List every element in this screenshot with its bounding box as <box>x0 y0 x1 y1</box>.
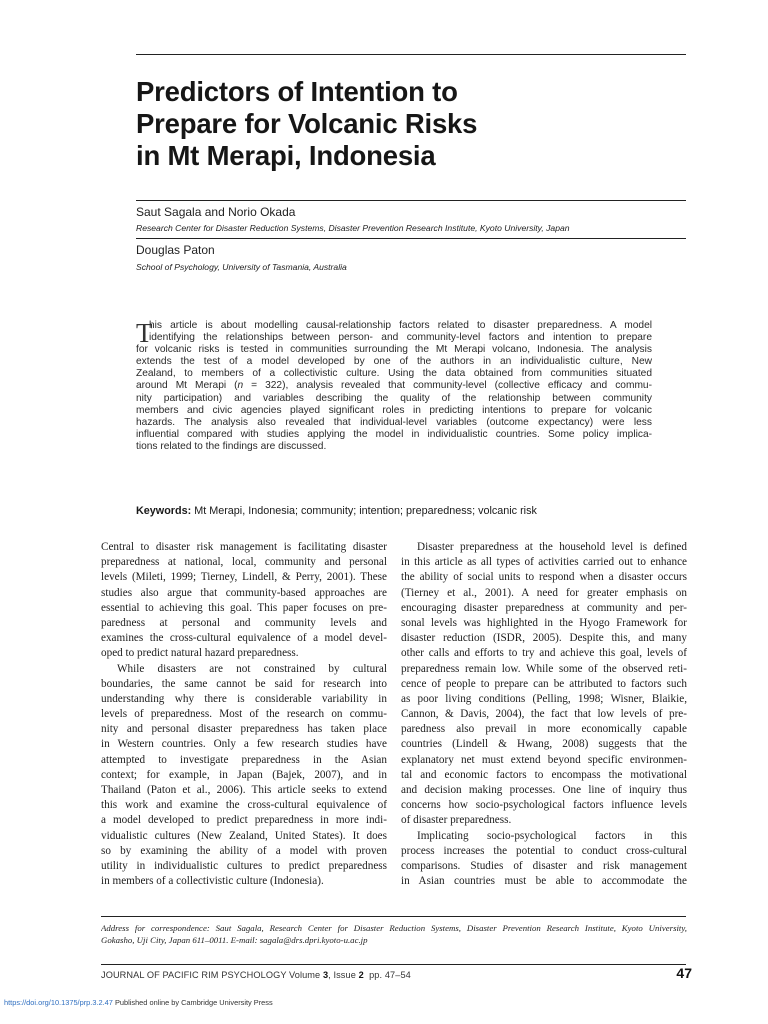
journal-name: JOURNAL OF PACIFIC RIM PSYCHOLOGY Volume <box>101 970 323 980</box>
author-names: Douglas Paton <box>136 243 215 257</box>
body-line: in Asian countries must be able to accommodate the <box>401 875 687 888</box>
journal-citation <box>101 970 411 980</box>
body-line: context; for example, in Japan (Bajek, 2007), and in <box>101 768 387 781</box>
body-line: preparedness at national, local, community and personal <box>101 556 387 569</box>
body-line: other calls and efforts to try and achieve this goal, levels of <box>401 647 687 660</box>
body-line: Central to disaster risk management is facilitating disaster <box>101 541 387 553</box>
body-line: encouraging disaster preparedness at community and per- <box>401 601 687 614</box>
body-line: paredness at personal and community levels and <box>101 616 387 629</box>
body-line: in Western countries. Only a few research studies have <box>101 738 387 751</box>
doi-line <box>4 998 273 1007</box>
abstract <box>136 320 652 453</box>
body-line: understanding why there is considerable variability in <box>101 692 387 705</box>
body-line: in this article as all types of activities carried out to enhance <box>401 556 687 569</box>
body-line: Disaster preparedness at the household level is defined <box>417 541 687 553</box>
body-line: attempted to investigate preparedness in the Asian <box>101 753 387 766</box>
body-line: in members of a collectivistic culture (Indonesia). <box>101 875 324 888</box>
abstract-line: influential compared with studies applying the model in individualistic countries. Some policy implica- <box>136 428 652 440</box>
top-rule <box>136 54 686 55</box>
body-line: and decision making processes. One line of inquiry thus <box>401 784 687 796</box>
title-line: Prepare for Volcanic Risks <box>136 108 478 139</box>
body-line: a model developed to predict preparedness in more indi- <box>101 814 387 827</box>
body-line: comparisons. Studies of disaster and risk management <box>401 859 687 872</box>
footnote-rule <box>101 916 686 917</box>
author-rule <box>136 238 686 239</box>
body-line: levels (Mileti, 1999; Tierney, Lindell, & Perry, 2001). These <box>101 571 387 584</box>
body-line: of disaster preparedness. <box>401 814 512 827</box>
body-line: concerns how socio-psychological factors influence levels <box>401 799 687 812</box>
body-line: tal and economic factors to encompass the motivational <box>401 768 687 781</box>
body-line: Thailand (Paton et al., 2006). This article seeks to extend <box>101 784 387 796</box>
abstract-line: identifying the relationships between person- and community-level factors and intention to prepare <box>149 332 652 344</box>
journal-volume: 3 <box>322 970 329 980</box>
abstract-line: hazards. The analysis also revealed that individual-level variables (outcome expectancy) were less <box>136 416 652 428</box>
body-line: studies also argue that community-based approaches are <box>101 586 387 599</box>
body-line: disaster reduction (ISDR, 2005). Despite this, and many <box>401 632 687 645</box>
body-line: Cannon, & Davis, 2004), the fact that low levels of pre- <box>401 708 687 721</box>
author-names: Saut Sagala and Norio Okada <box>136 205 296 219</box>
body-line: utility in individualistic cultures to predict preparedness <box>101 859 387 872</box>
article-title <box>136 76 656 172</box>
abstract-line: Zealand, to members of a collectivistic culture. Using the data obtained from communities situated <box>136 368 652 380</box>
body-line: boundaries, the same cannot be said for research into <box>101 677 387 690</box>
published-online-text: Published online by Cambridge University Press <box>112 998 273 1007</box>
body-line: explanatory net must extend beyond specific environmen- <box>401 753 687 766</box>
body-line: nity and personal disaster preparedness has taken place <box>101 723 387 736</box>
body-line: paredness also prevail in more economically capable <box>401 723 687 736</box>
abstract-line: around Mt Merapi (n = 322), analysis revealed that community-level (collective efficacy and commu- <box>136 380 652 392</box>
title-line: in Mt Merapi, Indonesia <box>136 140 436 171</box>
keywords <box>136 505 537 517</box>
body-line: While disasters are not constrained by cultural <box>117 662 387 675</box>
body-line: vidualistic cultures (New Zealand, United States). It does <box>101 829 387 842</box>
author-rule <box>136 200 686 201</box>
page-number: 47 <box>676 965 692 981</box>
doi-link[interactable]: https://doi.org/10.1375/prp.3.2.47 <box>4 998 113 1007</box>
journal-issue: 2 <box>358 970 364 980</box>
body-line: Implicating socio-psychological factors in this <box>417 829 687 842</box>
body-line: levels of preparedness. Most of the research on commu- <box>101 708 387 721</box>
body-line: preparedness remain low. While some of the observed reti- <box>401 662 687 675</box>
body-line: the ability of social units to respond when a disaster occurs <box>401 571 687 584</box>
body-line: so by examining the ability of a model with proven <box>101 844 387 857</box>
journal-pages: pp. 47–54 <box>363 970 411 980</box>
body-line: process increases the potential to conduct cross-cultural <box>401 844 687 857</box>
body-line: sonal levels was highlighted in the Hyogo Framework for <box>401 616 687 629</box>
body-column-left <box>101 540 387 889</box>
abstract-line: tions related to the findings are discussed. <box>136 440 327 452</box>
abstract-drop-cap: T <box>136 318 153 348</box>
body-column-right <box>401 540 687 889</box>
abstract-line: nity participation) and variables describing the quality of the relationship between community <box>136 392 652 404</box>
body-line: (Tierney et al., 2001). A need for greater emphasis on <box>401 586 687 599</box>
footnote-line: Address for correspondence: Saut Sagala, Research Center for Disaster Reduction Systems, Disaster Prevention Research Institute, Kyoto University, <box>101 923 687 933</box>
correspondence-footnote <box>101 922 687 946</box>
abstract-line: extends the test of a model developed by one of the authors in an individualistic culture, New <box>136 356 652 368</box>
body-line: essential to achieving this goal. This paper focuses on pre- <box>101 601 387 614</box>
body-line: cence of people to prepare can be attributed to factors such <box>401 677 687 690</box>
author-affiliation: Research Center for Disaster Reduction Systems, Disaster Prevention Research Institute, Kyoto University, Japan <box>136 223 570 233</box>
abstract-line: his article is about modelling causal-relationship factors related to disaster preparedness. A model <box>149 320 652 331</box>
abstract-line: members and civic agencies played significant roles in predicting intentions to prepare for volcanic <box>136 404 652 416</box>
footer-rule <box>101 964 686 965</box>
title-line: Predictors of Intention to <box>136 76 458 107</box>
body-line: countries (Lindell & Hwang, 2008) suggests that the <box>401 738 687 751</box>
body-line: oped to predict natural hazard preparedness. <box>101 647 299 660</box>
footnote-line: Gokasho, Uji City, Japan 611–0011. E-mail: sagala@drs.dpri.kyoto-u.ac.jp <box>101 935 368 945</box>
body-line: this work and examine the cross-cultural equivalence of <box>101 799 387 812</box>
author-affiliation: School of Psychology, University of Tasmania, Australia <box>136 262 347 272</box>
journal-issue-label: , Issue <box>328 970 359 980</box>
keywords-text: Mt Merapi, Indonesia; community; intention; preparedness; volcanic risk <box>194 505 537 517</box>
sample-size-symbol: n <box>237 380 244 392</box>
body-line: examines the cross-cultural equivalence of a model devel- <box>101 632 387 645</box>
keywords-label: Keywords: <box>136 505 192 517</box>
abstract-line: for volcanic risks is tested in communities surrounding the Mt Merapi volcano, Indonesia. The analysis <box>136 344 652 356</box>
body-line: as poor living conditions (Pelling, 1998; Wisner, Blaikie, <box>401 692 687 705</box>
